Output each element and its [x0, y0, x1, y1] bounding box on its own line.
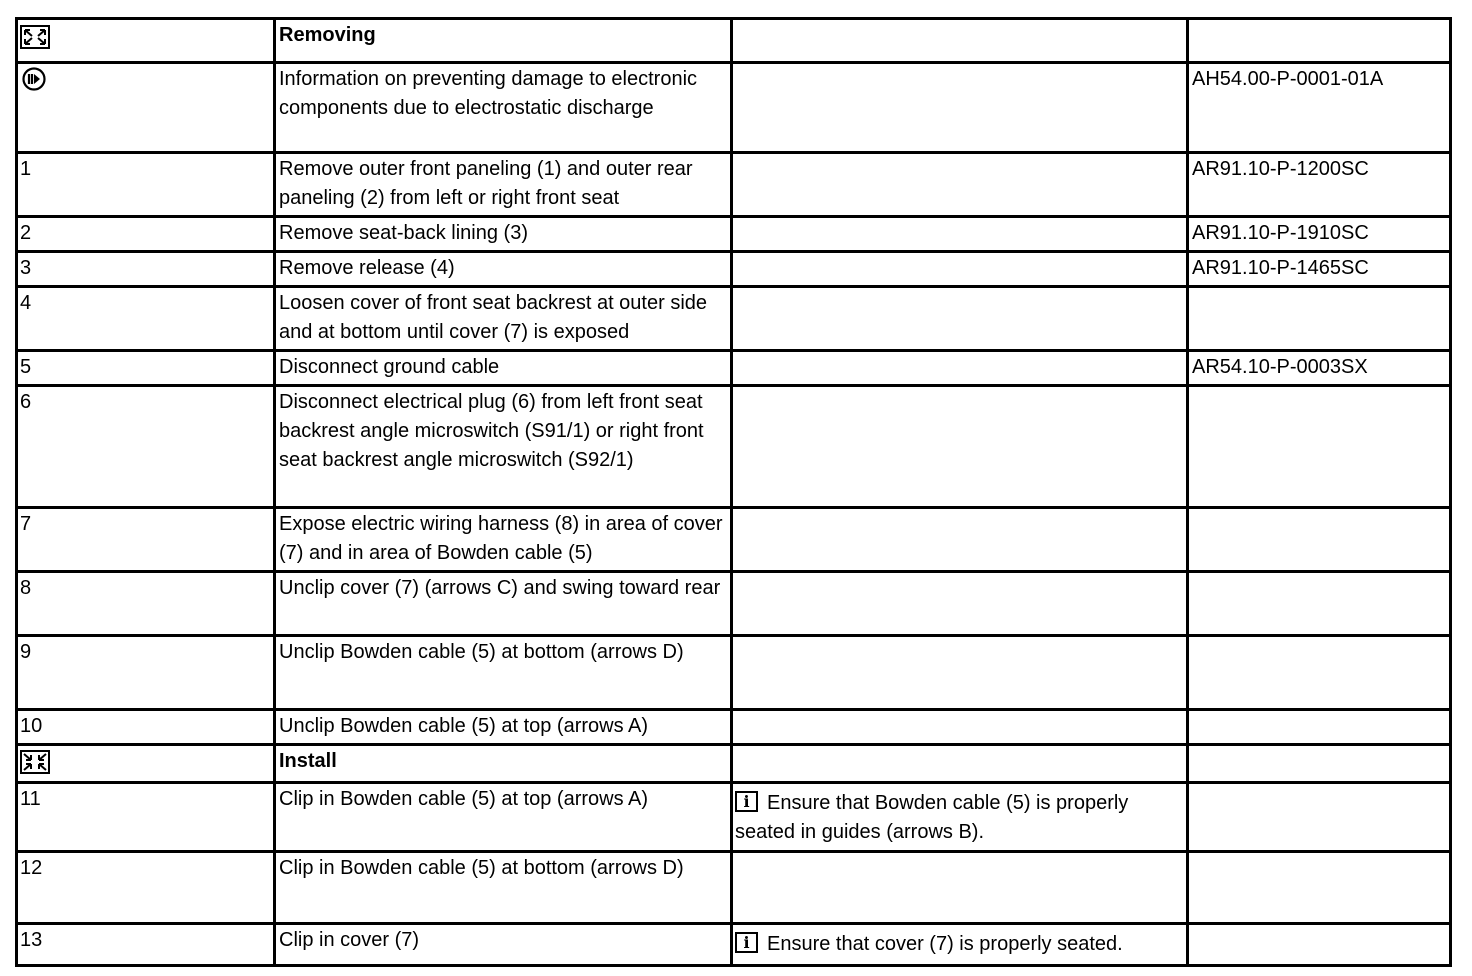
step-row: [17, 287, 1451, 351]
step-number: 6: [17, 386, 275, 508]
ref-cell: [1188, 19, 1451, 63]
step-text: Clip in cover (7): [275, 924, 732, 966]
step-number: 9: [17, 636, 275, 710]
step-text: Unclip Bowden cable (5) at top (arrows A): [275, 710, 732, 745]
note-cell: [732, 636, 1188, 710]
note-cell: [732, 351, 1188, 386]
step-row: [17, 153, 1451, 217]
note-cell: [732, 852, 1188, 924]
step-text: Unclip Bowden cable (5) at bottom (arrows D): [275, 636, 732, 710]
step-number: 10: [17, 710, 275, 745]
step-text: Unclip cover (7) (arrows C) and swing toward rear: [275, 572, 732, 636]
step-row: [17, 710, 1451, 745]
info-icon: i: [735, 932, 758, 953]
note: [735, 785, 1182, 847]
section-icon-cell: [17, 19, 275, 63]
step-text: Loosen cover of front seat backrest at outer side and at bottom until cover (7) is exposed: [275, 287, 732, 351]
step-text: Clip in Bowden cable (5) at top (arrows A): [275, 783, 732, 852]
step-number: 8: [17, 572, 275, 636]
note-cell: [732, 745, 1188, 783]
step-text: Remove outer front paneling (1) and outer rear paneling (2) from left or right front seat: [275, 153, 732, 217]
step-row: [17, 252, 1451, 287]
step-text: Clip in Bowden cable (5) at bottom (arrows D): [275, 852, 732, 924]
step-row: [17, 924, 1451, 966]
section-row-install: [17, 745, 1451, 783]
ref-cell: [1188, 386, 1451, 508]
step-number: 3: [17, 252, 275, 287]
note: [735, 926, 1182, 959]
step-number: 7: [17, 508, 275, 572]
note-text: Ensure that cover (7) is properly seated.: [767, 933, 1123, 955]
step-number: 5: [17, 351, 275, 386]
note-cell: [732, 252, 1188, 287]
step-row: [17, 386, 1451, 508]
ref-link[interactable]: AH54.00-P-0001-01A: [1188, 63, 1451, 153]
note-cell: [732, 572, 1188, 636]
ref-cell: [1188, 745, 1451, 783]
note-cell: [732, 217, 1188, 252]
note-cell: [732, 508, 1188, 572]
note-cell: [732, 783, 1188, 852]
section-title: Install: [275, 745, 732, 783]
ref-cell: [1188, 572, 1451, 636]
step-number: 1: [17, 153, 275, 217]
ref-cell: [1188, 852, 1451, 924]
removing-icon: [20, 25, 50, 49]
step-number: 11: [17, 783, 275, 852]
ref-cell: [1188, 287, 1451, 351]
note-text: Ensure that Bowden cable (5) is properly seated in guides (arrows B).: [735, 792, 1129, 843]
ref-cell: [1188, 710, 1451, 745]
esd-icon-cell: [17, 63, 275, 153]
step-row: [17, 852, 1451, 924]
note-cell: [732, 710, 1188, 745]
ref-cell: [1188, 783, 1451, 852]
step-text: Remove seat-back lining (3): [275, 217, 732, 252]
step-number: 4: [17, 287, 275, 351]
ref-link[interactable]: AR91.10-P-1910SC: [1188, 217, 1451, 252]
procedure-table: [15, 17, 1452, 967]
step-number: 13: [17, 924, 275, 966]
esd-info-text: Information on preventing damage to electronic components due to electrostatic discharge: [275, 63, 732, 153]
info-icon: i: [735, 791, 758, 812]
step-text: Disconnect ground cable: [275, 351, 732, 386]
section-title: Removing: [275, 19, 732, 63]
esd-info-row: [17, 63, 1451, 153]
section-row-removing: [17, 19, 1451, 63]
step-text: Expose electric wiring harness (8) in area of cover (7) and in area of Bowden cable (5): [275, 508, 732, 572]
note-cell: [732, 924, 1188, 966]
step-row: [17, 636, 1451, 710]
step-text: Remove release (4): [275, 252, 732, 287]
step-row: [17, 783, 1451, 852]
step-row: [17, 508, 1451, 572]
ref-link[interactable]: AR54.10-P-0003SX: [1188, 351, 1451, 386]
note-cell: [732, 386, 1188, 508]
note-cell: [732, 19, 1188, 63]
section-icon-cell: [17, 745, 275, 783]
step-number: 2: [17, 217, 275, 252]
step-row: [17, 351, 1451, 386]
note-cell: [732, 153, 1188, 217]
note-cell: [732, 63, 1188, 153]
ref-cell: [1188, 924, 1451, 966]
ref-link[interactable]: AR91.10-P-1465SC: [1188, 252, 1451, 287]
step-row: [17, 217, 1451, 252]
note-cell: [732, 287, 1188, 351]
step-text: Disconnect electrical plug (6) from left front seat backrest angle microswitch (S91/1) or right front seat backrest angle microswitch (S92/1): [275, 386, 732, 508]
install-icon: [20, 750, 50, 774]
step-row: [17, 572, 1451, 636]
ref-cell: [1188, 636, 1451, 710]
ref-cell: [1188, 508, 1451, 572]
esd-warning-icon: [20, 67, 48, 91]
ref-link[interactable]: AR91.10-P-1200SC: [1188, 153, 1451, 217]
step-number: 12: [17, 852, 275, 924]
